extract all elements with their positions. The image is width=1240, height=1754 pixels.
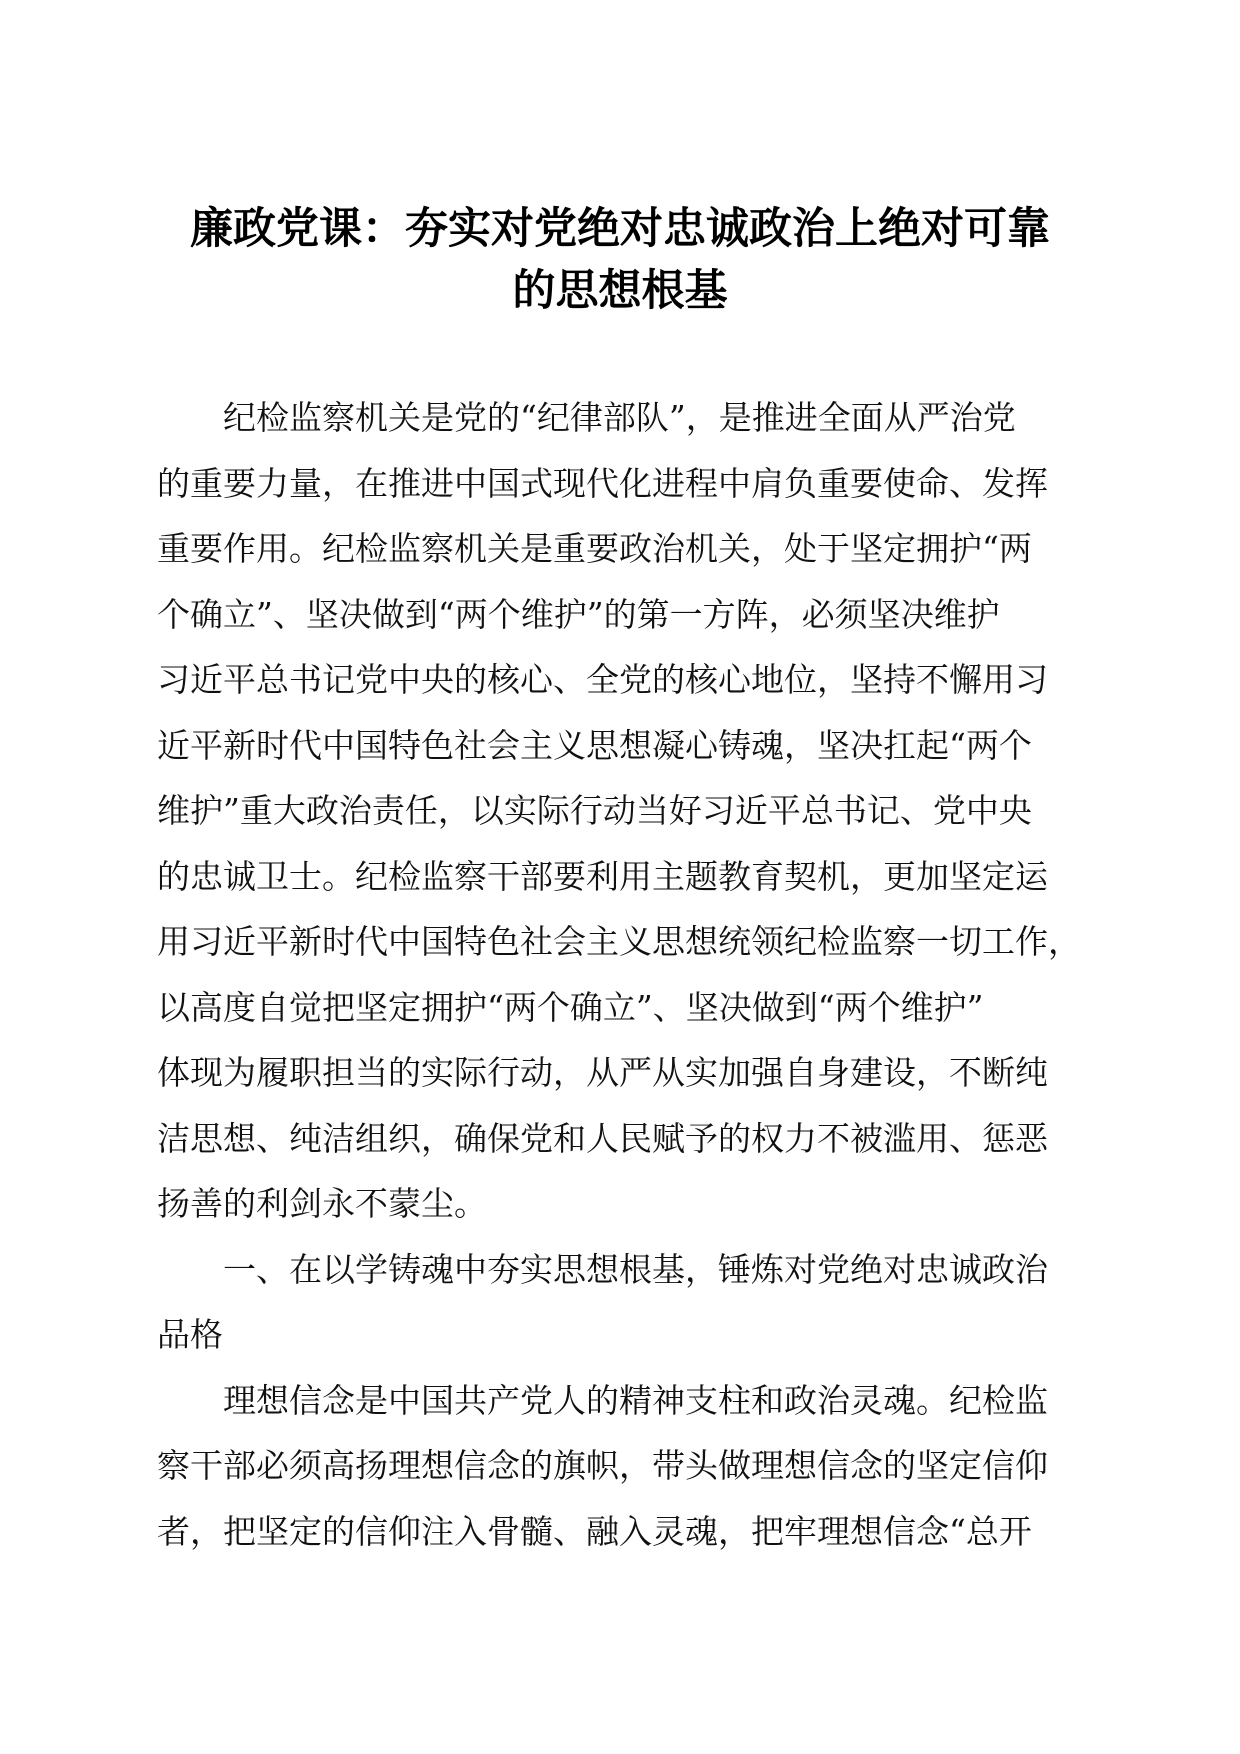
text-line: 理想信念是中国共产党人的精神支柱和政治灵魂。纪检监 [223, 1380, 1048, 1420]
text-line: 习近平总书记党中央的核心、全党的核心地位，坚持不懈用习 [157, 660, 1048, 699]
text-line: 体现为履职担当的实际行动，从严从实加强自身建设，不断纯 [157, 1053, 1048, 1092]
section-heading-1 [157, 1237, 1087, 1368]
text-line: 者，把坚定的信仰注入骨髓、融入灵魂，把牢理想信念“总开 [157, 1511, 1032, 1551]
title-line: 的思想根基 [512, 266, 728, 316]
heading-line: 品格 [157, 1315, 223, 1354]
document-title [150, 198, 1090, 322]
text-line: 维护”重大政治责任，以实际行动当好习近平总书记、党中央 [157, 791, 1032, 830]
text-line: 重要作用。纪检监察机关是重要政治机关，处于坚定拥护“两 [157, 529, 1032, 568]
paragraph-section-1 [157, 1368, 1087, 1565]
text-line: 个确立”、坚决做到“两个维护”的第一方阵，必须坚决维护 [157, 594, 1000, 634]
text-line: 近平新时代中国特色社会主义思想凝心铸魂，坚决扛起“两个 [157, 725, 1032, 765]
text-line: 用习近平新时代中国特色社会主义思想统领纪检监察一切工作， [157, 922, 1081, 961]
text-line: 洁思想、纯洁组织，确保党和人民赋予的权力不被滥用、惩恶 [157, 1118, 1048, 1158]
title-line: 廉政党课：夯实对党绝对忠诚政治上绝对可靠 [190, 204, 1050, 254]
text-line: 的忠诚卫士。纪检监察干部要利用主题教育契机，更加坚定运 [157, 856, 1048, 896]
document-body [157, 385, 1087, 1564]
text-line: 扬善的利剑永不蒙尘。 [157, 1184, 487, 1223]
text-line: 纪检监察机关是党的“纪律部队”，是推进全面从严治党 [223, 398, 1016, 437]
text-line: 的重要力量，在推进中国式现代化进程中肩负重要使命、发挥 [157, 463, 1048, 503]
paragraph-intro [157, 385, 1087, 1237]
heading-line: 一、在以学铸魂中夯实思想根基，锤炼对党绝对忠诚政治 [223, 1249, 1048, 1289]
text-line: 察干部必须高扬理想信念的旗帜，带头做理想信念的坚定信仰 [157, 1446, 1048, 1485]
text-line: 以高度自觉把坚定拥护“两个确立”、坚决做到“两个维护” [157, 987, 984, 1027]
